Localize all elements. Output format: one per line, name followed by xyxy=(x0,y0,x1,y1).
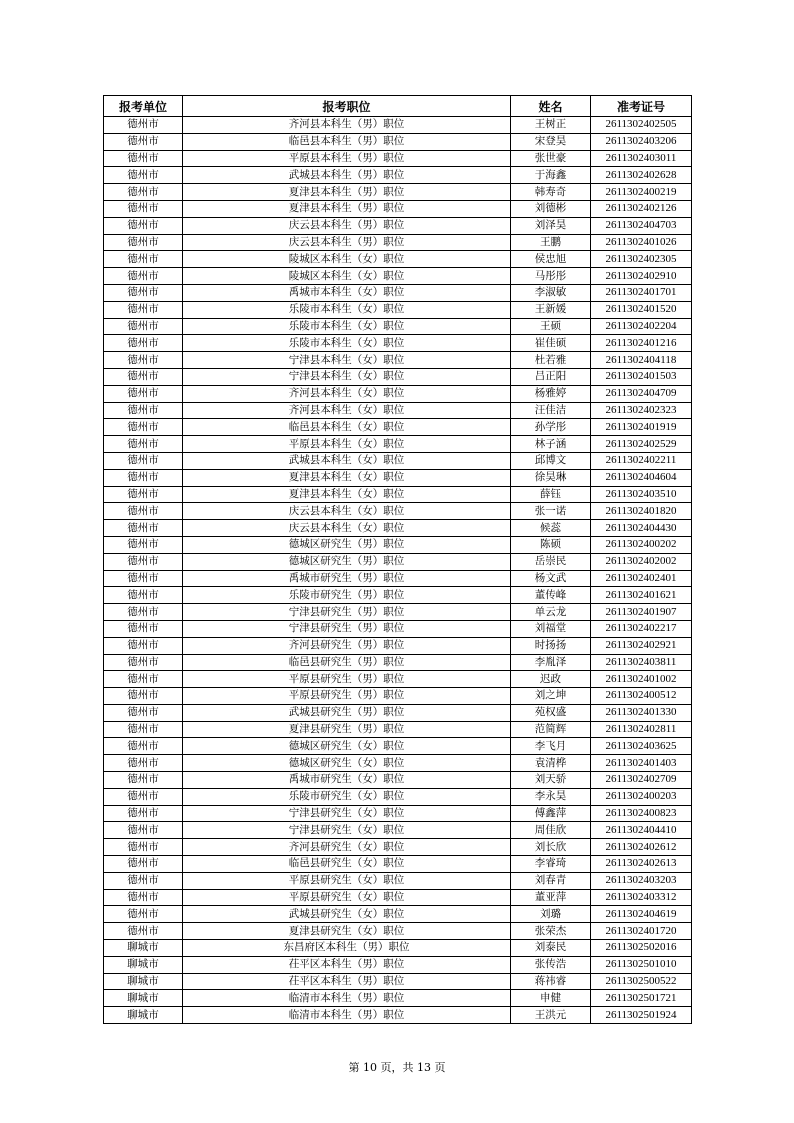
cell-exam-id: 2611302404619 xyxy=(591,906,692,923)
cell-position: 齐河县本科生（男）职位 xyxy=(183,117,511,134)
cell-position: 临清市本科生（男）职位 xyxy=(183,1007,511,1024)
page-footer: 第 10 页，共 13 页 xyxy=(348,1061,446,1074)
cell-name: 申健 xyxy=(511,990,591,1007)
cell-name: 杜若雅 xyxy=(511,352,591,369)
cell-exam-id: 2611302403011 xyxy=(591,150,692,167)
cell-exam-id: 2611302402126 xyxy=(591,200,692,217)
cell-position: 平原县本科生（女）职位 xyxy=(183,436,511,453)
cell-name: 刘泰民 xyxy=(511,940,591,957)
table-row xyxy=(104,805,692,822)
table-row xyxy=(104,117,692,134)
cell-unit: 德州市 xyxy=(104,738,183,755)
table-row xyxy=(104,990,692,1007)
table-row xyxy=(104,889,692,906)
cell-exam-id: 2611302401503 xyxy=(591,368,692,385)
table-row xyxy=(104,335,692,352)
cell-unit: 德州市 xyxy=(104,604,183,621)
cell-exam-id: 2611302402921 xyxy=(591,637,692,654)
cell-position: 武城县本科生（男）职位 xyxy=(183,167,511,184)
cell-unit: 德州市 xyxy=(104,872,183,889)
cell-exam-id: 2611302401026 xyxy=(591,234,692,251)
table-row xyxy=(104,923,692,940)
cell-unit: 德州市 xyxy=(104,688,183,705)
table-row xyxy=(104,520,692,537)
cell-position: 禹城市研究生（男）职位 xyxy=(183,570,511,587)
cell-exam-id: 2611302402613 xyxy=(591,856,692,873)
cell-exam-id: 2611302401621 xyxy=(591,587,692,604)
cell-unit: 德州市 xyxy=(104,200,183,217)
cell-name: 王硕 xyxy=(511,318,591,335)
table-row xyxy=(104,587,692,604)
cell-name: 刘长欣 xyxy=(511,839,591,856)
table-row xyxy=(104,570,692,587)
cell-name: 迟政 xyxy=(511,671,591,688)
cell-name: 王鹏 xyxy=(511,234,591,251)
cell-position: 平原县研究生（男）职位 xyxy=(183,688,511,705)
cell-name: 刘春青 xyxy=(511,872,591,889)
results-table-container xyxy=(103,95,691,1024)
cell-unit: 德州市 xyxy=(104,788,183,805)
cell-exam-id: 2611302404118 xyxy=(591,352,692,369)
cell-unit: 聊城市 xyxy=(104,956,183,973)
table-row xyxy=(104,906,692,923)
cell-position: 临清市本科生（男）职位 xyxy=(183,990,511,1007)
cell-position: 茌平区本科生（男）职位 xyxy=(183,973,511,990)
cell-unit: 德州市 xyxy=(104,570,183,587)
cell-position: 庆云县本科生（女）职位 xyxy=(183,520,511,537)
cell-exam-id: 2611302501010 xyxy=(591,956,692,973)
table-row xyxy=(104,755,692,772)
cell-position: 夏津县本科生（女）职位 xyxy=(183,486,511,503)
cell-position: 齐河县研究生（男）职位 xyxy=(183,637,511,654)
cell-name: 汪佳洁 xyxy=(511,402,591,419)
cell-unit: 德州市 xyxy=(104,368,183,385)
cell-name: 张一诺 xyxy=(511,503,591,520)
table-row xyxy=(104,637,692,654)
cell-unit: 德州市 xyxy=(104,301,183,318)
table-row xyxy=(104,620,692,637)
cell-name: 刘德彬 xyxy=(511,200,591,217)
table-row xyxy=(104,486,692,503)
cell-exam-id: 2611302401216 xyxy=(591,335,692,352)
cell-position: 庆云县本科生（男）职位 xyxy=(183,217,511,234)
table-row xyxy=(104,150,692,167)
cell-exam-id: 2611302501924 xyxy=(591,1007,692,1024)
cell-name: 刘福堂 xyxy=(511,620,591,637)
table-row xyxy=(104,268,692,285)
cell-position: 乐陵市本科生（女）职位 xyxy=(183,301,511,318)
cell-exam-id: 2611302403625 xyxy=(591,738,692,755)
cell-unit: 德州市 xyxy=(104,284,183,301)
cell-unit: 德州市 xyxy=(104,856,183,873)
cell-name: 徐昊琳 xyxy=(511,469,591,486)
cell-exam-id: 2611302402204 xyxy=(591,318,692,335)
cell-name: 陈硕 xyxy=(511,536,591,553)
cell-unit: 德州市 xyxy=(104,704,183,721)
cell-name: 周佳欣 xyxy=(511,822,591,839)
cell-name: 傅鑫萍 xyxy=(511,805,591,822)
cell-name: 李永昊 xyxy=(511,788,591,805)
table-row xyxy=(104,721,692,738)
cell-unit: 德州市 xyxy=(104,117,183,134)
table-row xyxy=(104,872,692,889)
cell-exam-id: 2611302401907 xyxy=(591,604,692,621)
cell-unit: 德州市 xyxy=(104,553,183,570)
cell-name: 蒋祎睿 xyxy=(511,973,591,990)
cell-position: 平原县研究生（男）职位 xyxy=(183,671,511,688)
cell-unit: 聊城市 xyxy=(104,1007,183,1024)
cell-unit: 德州市 xyxy=(104,335,183,352)
cell-name: 李飞月 xyxy=(511,738,591,755)
cell-exam-id: 2611302401330 xyxy=(591,704,692,721)
cell-position: 齐河县本科生（女）职位 xyxy=(183,402,511,419)
cell-unit: 德州市 xyxy=(104,217,183,234)
cell-position: 乐陵市研究生（男）职位 xyxy=(183,587,511,604)
cell-unit: 德州市 xyxy=(104,755,183,772)
cell-unit: 德州市 xyxy=(104,805,183,822)
table-row xyxy=(104,284,692,301)
cell-position: 临邑县研究生（男）职位 xyxy=(183,654,511,671)
cell-name: 李睿琦 xyxy=(511,856,591,873)
cell-name: 袁清桦 xyxy=(511,755,591,772)
cell-position: 乐陵市本科生（女）职位 xyxy=(183,335,511,352)
table-row xyxy=(104,251,692,268)
table-row xyxy=(104,318,692,335)
cell-position: 夏津县本科生（女）职位 xyxy=(183,469,511,486)
header-exam-id: 准考证号 xyxy=(591,96,692,117)
cell-position: 武城县研究生（男）职位 xyxy=(183,704,511,721)
cell-name: 侯忠旭 xyxy=(511,251,591,268)
cell-position: 齐河县研究生（女）职位 xyxy=(183,839,511,856)
table-row xyxy=(104,167,692,184)
results-table xyxy=(103,95,692,1024)
cell-unit: 聊城市 xyxy=(104,973,183,990)
table-row xyxy=(104,856,692,873)
cell-position: 陵城区本科生（女）职位 xyxy=(183,268,511,285)
cell-name: 岳崇民 xyxy=(511,553,591,570)
cell-exam-id: 2611302401520 xyxy=(591,301,692,318)
cell-position: 夏津县研究生（女）职位 xyxy=(183,923,511,940)
cell-position: 武城县研究生（女）职位 xyxy=(183,906,511,923)
cell-position: 夏津县本科生（男）职位 xyxy=(183,184,511,201)
table-row xyxy=(104,704,692,721)
cell-unit: 德州市 xyxy=(104,352,183,369)
cell-name: 李胤泽 xyxy=(511,654,591,671)
cell-position: 夏津县研究生（男）职位 xyxy=(183,721,511,738)
cell-name: 吕正阳 xyxy=(511,368,591,385)
cell-exam-id: 2611302401820 xyxy=(591,503,692,520)
table-row xyxy=(104,301,692,318)
cell-exam-id: 2611302402709 xyxy=(591,772,692,789)
cell-exam-id: 2611302404604 xyxy=(591,469,692,486)
table-row xyxy=(104,133,692,150)
cell-position: 乐陵市本科生（女）职位 xyxy=(183,318,511,335)
cell-name: 苑权盛 xyxy=(511,704,591,721)
cell-exam-id: 2611302501721 xyxy=(591,990,692,1007)
cell-name: 王树正 xyxy=(511,117,591,134)
header-position: 报考职位 xyxy=(183,96,511,117)
cell-unit: 聊城市 xyxy=(104,940,183,957)
cell-position: 庆云县本科生（男）职位 xyxy=(183,234,511,251)
cell-exam-id: 2611302402811 xyxy=(591,721,692,738)
table-row xyxy=(104,788,692,805)
cell-exam-id: 2611302402612 xyxy=(591,839,692,856)
table-row xyxy=(104,234,692,251)
cell-position: 乐陵市研究生（女）职位 xyxy=(183,788,511,805)
cell-unit: 德州市 xyxy=(104,587,183,604)
cell-position: 宁津县研究生（女）职位 xyxy=(183,805,511,822)
cell-position: 宁津县研究生（男）职位 xyxy=(183,620,511,637)
cell-unit: 德州市 xyxy=(104,520,183,537)
cell-name: 范简辉 xyxy=(511,721,591,738)
cell-unit: 德州市 xyxy=(104,150,183,167)
cell-position: 德城区研究生（女）职位 xyxy=(183,738,511,755)
cell-exam-id: 2611302402910 xyxy=(591,268,692,285)
table-row xyxy=(104,469,692,486)
cell-exam-id: 2611302401720 xyxy=(591,923,692,940)
cell-unit: 德州市 xyxy=(104,133,183,150)
cell-unit: 德州市 xyxy=(104,654,183,671)
table-row xyxy=(104,452,692,469)
cell-exam-id: 2611302400202 xyxy=(591,536,692,553)
table-row xyxy=(104,772,692,789)
cell-exam-id: 2611302401919 xyxy=(591,419,692,436)
table-row xyxy=(104,839,692,856)
cell-unit: 德州市 xyxy=(104,452,183,469)
table-row xyxy=(104,217,692,234)
table-row xyxy=(104,973,692,990)
cell-exam-id: 2611302403312 xyxy=(591,889,692,906)
table-row xyxy=(104,1007,692,1024)
table-row xyxy=(104,503,692,520)
cell-position: 德城区研究生（男）职位 xyxy=(183,536,511,553)
cell-unit: 德州市 xyxy=(104,486,183,503)
cell-position: 宁津县研究生（女）职位 xyxy=(183,822,511,839)
cell-name: 单云龙 xyxy=(511,604,591,621)
cell-exam-id: 2611302400219 xyxy=(591,184,692,201)
cell-position: 茌平区本科生（男）职位 xyxy=(183,956,511,973)
cell-name: 刘之坤 xyxy=(511,688,591,705)
cell-exam-id: 2611302400512 xyxy=(591,688,692,705)
table-header-row xyxy=(104,96,692,117)
cell-unit: 德州市 xyxy=(104,503,183,520)
cell-position: 宁津县本科生（女）职位 xyxy=(183,368,511,385)
cell-unit: 聊城市 xyxy=(104,990,183,1007)
cell-name: 于海鑫 xyxy=(511,167,591,184)
table-row xyxy=(104,940,692,957)
cell-position: 平原县研究生（女）职位 xyxy=(183,889,511,906)
cell-unit: 德州市 xyxy=(104,822,183,839)
cell-unit: 德州市 xyxy=(104,620,183,637)
cell-position: 平原县本科生（男）职位 xyxy=(183,150,511,167)
cell-position: 禹城市研究生（女）职位 xyxy=(183,772,511,789)
cell-name: 董传峰 xyxy=(511,587,591,604)
table-row xyxy=(104,671,692,688)
table-row xyxy=(104,385,692,402)
cell-unit: 德州市 xyxy=(104,906,183,923)
cell-unit: 德州市 xyxy=(104,234,183,251)
table-row xyxy=(104,604,692,621)
cell-exam-id: 2611302402628 xyxy=(591,167,692,184)
cell-unit: 德州市 xyxy=(104,436,183,453)
cell-name: 时扬扬 xyxy=(511,637,591,654)
cell-position: 平原县研究生（女）职位 xyxy=(183,872,511,889)
table-row xyxy=(104,956,692,973)
cell-unit: 德州市 xyxy=(104,251,183,268)
cell-exam-id: 2611302402323 xyxy=(591,402,692,419)
cell-unit: 德州市 xyxy=(104,671,183,688)
cell-unit: 德州市 xyxy=(104,772,183,789)
cell-name: 李淑敏 xyxy=(511,284,591,301)
table-row xyxy=(104,184,692,201)
header-name: 姓名 xyxy=(511,96,591,117)
cell-position: 齐河县本科生（女）职位 xyxy=(183,385,511,402)
cell-exam-id: 2611302403510 xyxy=(591,486,692,503)
cell-exam-id: 2611302401403 xyxy=(591,755,692,772)
cell-exam-id: 2611302402505 xyxy=(591,117,692,134)
cell-unit: 德州市 xyxy=(104,318,183,335)
cell-exam-id: 2611302402305 xyxy=(591,251,692,268)
table-row xyxy=(104,200,692,217)
cell-position: 德城区研究生（男）职位 xyxy=(183,553,511,570)
cell-name: 张传浩 xyxy=(511,956,591,973)
cell-position: 夏津县本科生（男）职位 xyxy=(183,200,511,217)
table-row xyxy=(104,654,692,671)
cell-exam-id: 2611302502016 xyxy=(591,940,692,957)
cell-position: 庆云县本科生（女）职位 xyxy=(183,503,511,520)
cell-unit: 德州市 xyxy=(104,721,183,738)
cell-position: 宁津县本科生（女）职位 xyxy=(183,352,511,369)
table-row xyxy=(104,738,692,755)
cell-exam-id: 2611302402217 xyxy=(591,620,692,637)
cell-unit: 德州市 xyxy=(104,419,183,436)
cell-unit: 德州市 xyxy=(104,184,183,201)
cell-name: 崔佳硕 xyxy=(511,335,591,352)
cell-position: 宁津县研究生（男）职位 xyxy=(183,604,511,621)
cell-name: 马彤彤 xyxy=(511,268,591,285)
table-row xyxy=(104,419,692,436)
table-row xyxy=(104,352,692,369)
table-row xyxy=(104,688,692,705)
cell-exam-id: 2611302404709 xyxy=(591,385,692,402)
cell-unit: 德州市 xyxy=(104,923,183,940)
header-unit: 报考单位 xyxy=(104,96,183,117)
cell-unit: 德州市 xyxy=(104,268,183,285)
cell-position: 临邑县研究生（女）职位 xyxy=(183,856,511,873)
table-body xyxy=(104,117,692,1024)
table-row xyxy=(104,436,692,453)
cell-name: 董亚萍 xyxy=(511,889,591,906)
cell-name: 刘泽昊 xyxy=(511,217,591,234)
cell-name: 薛钰 xyxy=(511,486,591,503)
cell-exam-id: 2611302400823 xyxy=(591,805,692,822)
cell-name: 宋登昊 xyxy=(511,133,591,150)
cell-exam-id: 2611302403811 xyxy=(591,654,692,671)
table-row xyxy=(104,822,692,839)
cell-unit: 德州市 xyxy=(104,839,183,856)
cell-exam-id: 2611302400203 xyxy=(591,788,692,805)
cell-name: 王洪元 xyxy=(511,1007,591,1024)
cell-position: 临邑县本科生（男）职位 xyxy=(183,133,511,150)
cell-exam-id: 2611302401701 xyxy=(591,284,692,301)
table-row xyxy=(104,553,692,570)
cell-name: 林子涵 xyxy=(511,436,591,453)
cell-exam-id: 2611302402529 xyxy=(591,436,692,453)
cell-name: 邱博文 xyxy=(511,452,591,469)
cell-exam-id: 2611302404703 xyxy=(591,217,692,234)
table-row xyxy=(104,368,692,385)
cell-unit: 德州市 xyxy=(104,637,183,654)
cell-position: 临邑县本科生（女）职位 xyxy=(183,419,511,436)
cell-exam-id: 2611302402002 xyxy=(591,553,692,570)
cell-name: 杨雅婷 xyxy=(511,385,591,402)
cell-position: 德城区研究生（女）职位 xyxy=(183,755,511,772)
cell-name: 张世豪 xyxy=(511,150,591,167)
cell-exam-id: 2611302401002 xyxy=(591,671,692,688)
cell-exam-id: 2611302402401 xyxy=(591,570,692,587)
cell-unit: 德州市 xyxy=(104,469,183,486)
cell-name: 王新媛 xyxy=(511,301,591,318)
cell-name: 张荣杰 xyxy=(511,923,591,940)
cell-unit: 德州市 xyxy=(104,167,183,184)
cell-exam-id: 2611302404430 xyxy=(591,520,692,537)
cell-exam-id: 2611302402211 xyxy=(591,452,692,469)
table-row xyxy=(104,536,692,553)
cell-unit: 德州市 xyxy=(104,889,183,906)
cell-exam-id: 2611302404410 xyxy=(591,822,692,839)
cell-name: 候蕊 xyxy=(511,520,591,537)
cell-position: 武城县本科生（女）职位 xyxy=(183,452,511,469)
cell-name: 刘璐 xyxy=(511,906,591,923)
cell-unit: 德州市 xyxy=(104,402,183,419)
cell-exam-id: 2611302403203 xyxy=(591,872,692,889)
cell-name: 刘天骄 xyxy=(511,772,591,789)
cell-unit: 德州市 xyxy=(104,385,183,402)
cell-unit: 德州市 xyxy=(104,536,183,553)
cell-position: 东昌府区本科生（男）职位 xyxy=(183,940,511,957)
cell-exam-id: 2611302403206 xyxy=(591,133,692,150)
cell-name: 韩寿奇 xyxy=(511,184,591,201)
cell-exam-id: 2611302500522 xyxy=(591,973,692,990)
cell-name: 杨文武 xyxy=(511,570,591,587)
cell-position: 陵城区本科生（女）职位 xyxy=(183,251,511,268)
cell-name: 孙学彤 xyxy=(511,419,591,436)
table-row xyxy=(104,402,692,419)
cell-position: 禹城市本科生（女）职位 xyxy=(183,284,511,301)
